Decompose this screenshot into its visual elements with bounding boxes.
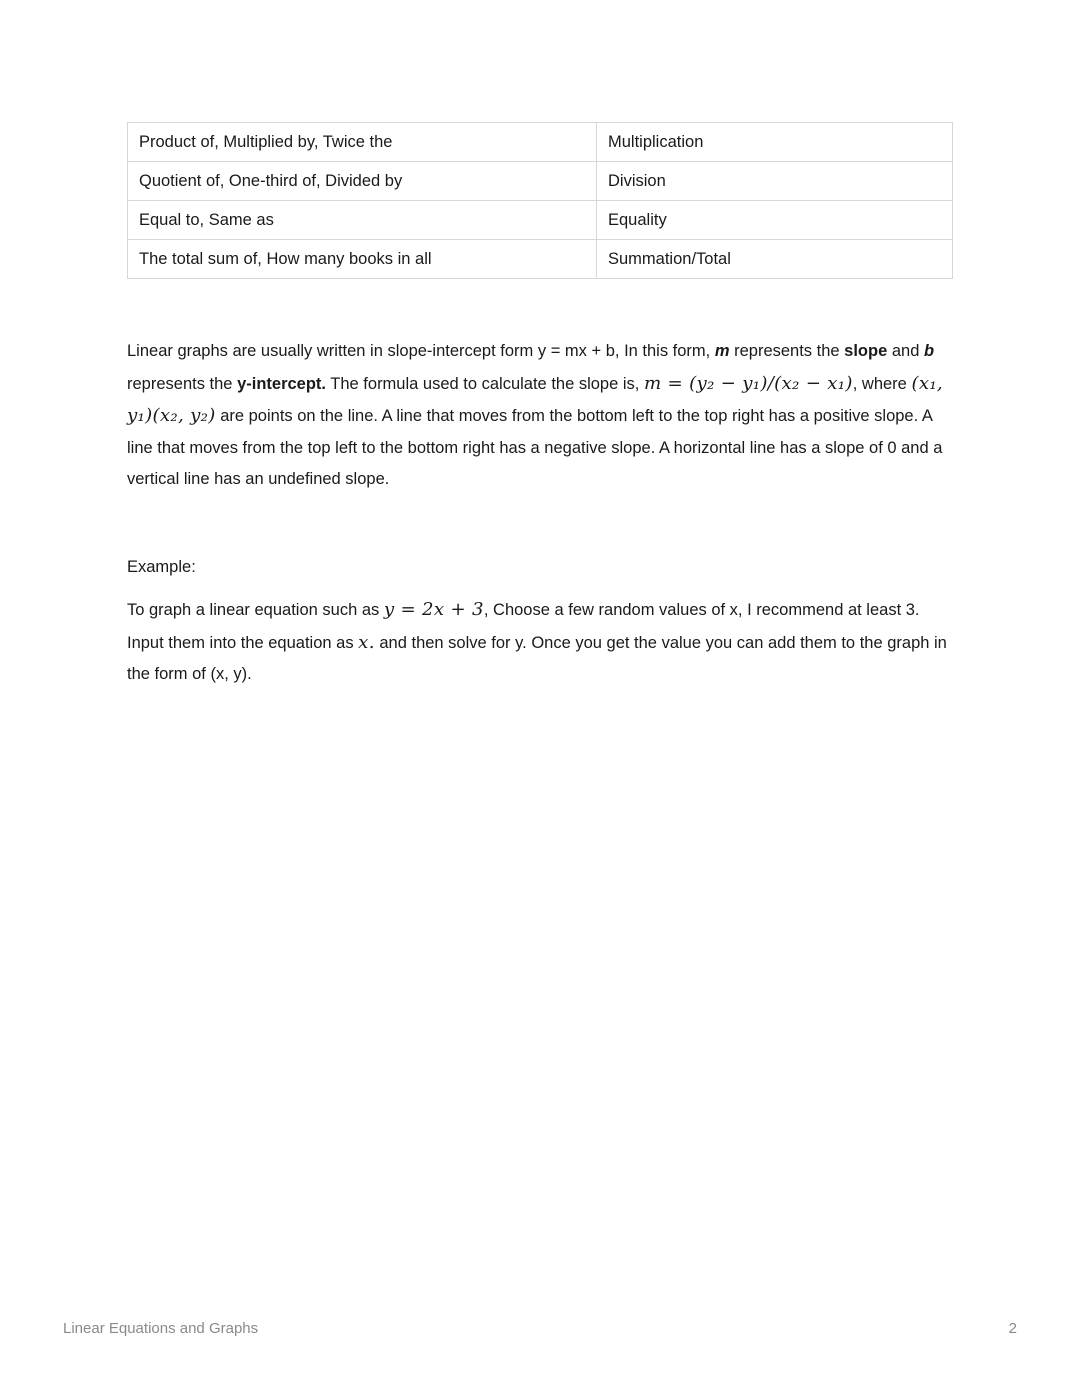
meaning-cell: Summation/Total (597, 240, 953, 279)
text-run: and (887, 342, 924, 360)
table-row (128, 240, 953, 279)
terms-table-body (128, 123, 953, 279)
footer-page-number: 2 (1008, 1320, 1017, 1337)
meaning-cell: Equality (597, 201, 953, 240)
variable-b-bold: b (923, 342, 935, 360)
text-run: represents the (127, 374, 238, 393)
table-row (128, 123, 953, 162)
text-run: , Choose a few random values of x, I recommend at least 3. Input them into the equation as (127, 601, 920, 652)
example-paragraph (127, 594, 953, 691)
text-run: Linear graphs are usually written in slope-intercept form y = mx + b, In this form, (127, 342, 715, 360)
text-run: represents the (729, 342, 845, 360)
text-run: The formula used to calculate the slope is, (326, 374, 644, 393)
text-run: To graph a linear equation such as (127, 601, 384, 619)
y-intercept-bold: y-intercept. (237, 374, 326, 393)
slope-bold: slope (844, 342, 888, 360)
variable-x-italic: x. (358, 631, 375, 653)
example-heading: Example: (127, 557, 196, 576)
text-run: and then solve for y. Once you get the value you can add them to the graph in the form of (x, y). (127, 633, 947, 683)
meaning-cell: Division (597, 162, 953, 201)
variable-m-bold: m (714, 342, 730, 360)
slope-paragraph (127, 336, 953, 496)
meaning-cell: Multiplication (597, 123, 953, 162)
page-footer (63, 1320, 1017, 1337)
slope-formula: m = (y₂ − y₁)/(x₂ − x₁) (643, 372, 853, 394)
text-run: are points on the line. A line that moves from the bottom left to the top right has a positive slope. A line that moves from the top left to the bottom right has a negative slope. A horizontal line has a slope of 0 and a vertical line has an undefined slope. (127, 407, 943, 488)
terms-table (127, 122, 953, 279)
footer-document-title: Linear Equations and Graphs (63, 1320, 259, 1337)
example-equation: y = 2x + 3 (383, 599, 484, 620)
term-cell: Quotient of, One-third of, Divided by (128, 162, 597, 201)
term-cell: The total sum of, How many books in all (128, 240, 597, 279)
table-row (128, 162, 953, 201)
document-page-content (127, 122, 953, 691)
text-run: , where (852, 374, 912, 393)
term-cell: Product of, Multiplied by, Twice the (128, 123, 597, 162)
term-cell: Equal to, Same as (128, 201, 597, 240)
table-row (128, 201, 953, 240)
points-expression: (x₁, y₁)(x₂, y₂) (127, 372, 943, 426)
